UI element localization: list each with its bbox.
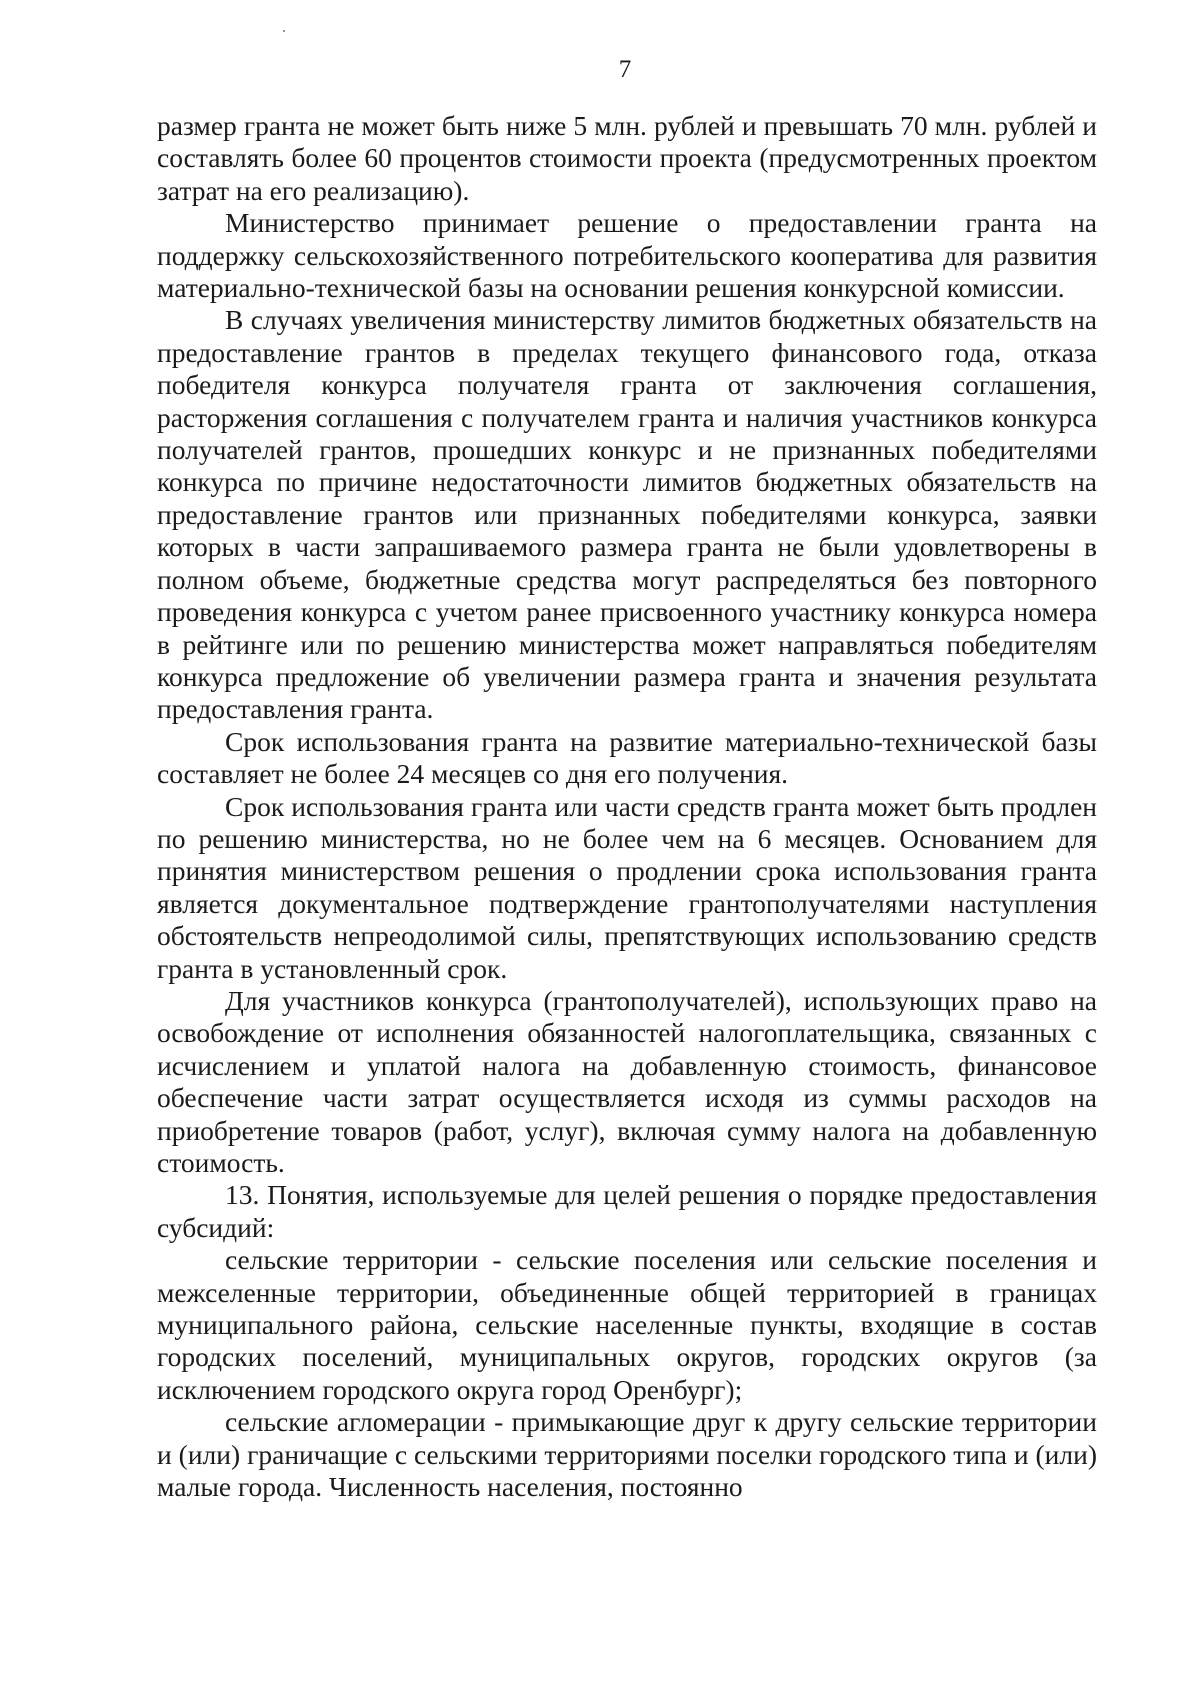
document-body (157, 110, 1097, 1503)
paragraph-ministry-decision: Министерство принимает решение о предоставлении гранта на поддержку сельскохозяйственного потребительского кооператива для развития материально-технической базы на основании решения конкурсной комиссии. (157, 207, 1097, 304)
paragraph-rural-territories: сельские территории - сельские поселения или сельские поселения и межселенные территории, объединенные общей территорией в границах муниципального района, сельские населенные пункты, входящие в состав городских поселений, муниципальных округов, городских округов (за исключением городского округа город Оренбург); (157, 1244, 1097, 1405)
scan-speck (283, 30, 285, 32)
paragraph-definitions-heading: 13. Понятия, используемые для целей решения о порядке предоставления субсидий: (157, 1179, 1097, 1243)
paragraph-term-extension: Срок использования гранта или части средств гранта может быть продлен по решению министерства, но не более чем на 6 месяцев. Основанием для принятия министерством решения о продлении срока использования гранта является документальное подтверждение грантополучателями наступления обстоятельств непреодолимой силы, препятствующих использованию средств гранта в установленный срок. (157, 790, 1097, 984)
paragraph-grant-term: Срок использования гранта на развитие материально-технической базы составляет не более 24 месяцев со дня его получения. (157, 725, 1097, 790)
paragraph-vat: Для участников конкурса (грантополучателей), использующих право на освобождение от исполнения обязанностей налогоплательщика, связанных с исчислением и уплатой налога на добавленную стоимость, финансовое обеспечение части затрат осуществляется исходя из суммы расходов на приобретение товаров (работ, услуг), включая сумму налога на добавленную стоимость. (157, 984, 1097, 1178)
paragraph-grant-size: размер гранта не может быть ниже 5 млн. рублей и превышать 70 млн. рублей и составлять более 60 процентов стоимости проекта (предусмотренных проектом затрат на его реализацию). (157, 110, 1097, 206)
page-number: 7 (618, 56, 632, 83)
paragraph-rural-agglomerations: сельские агломерации - примыкающие друг к другу сельские территории и (или) граничащие с сельскими территориями поселки городского типа и (или) малые города. Численность населения, постоянно (157, 1406, 1097, 1503)
paragraph-limit-increase: В случаях увеличения министерству лимитов бюджетных обязательств на предоставление грантов в пределах текущего финансового года, отказа победителя конкурса получателя гранта от заключения соглашения, расторжения соглашения с получателем гранта и наличия участников конкурса получателей грантов, прошедших конкурс и не признанных победителями конкурса по причине недостаточности лимитов бюджетных обязательств на предоставление грантов или признанных победителями конкурса, заявки которых в части запрашиваемого размера гранта не были удовлетворены в полном объеме, бюджетные средства могут распределяться без повторного проведения конкурса с учетом ранее присвоенного участнику конкурса номера в рейтинге или по решению министерства может направляться победителям конкурса предложение об увеличении размера гранта и значения результата предоставления гранта. (157, 304, 1097, 725)
